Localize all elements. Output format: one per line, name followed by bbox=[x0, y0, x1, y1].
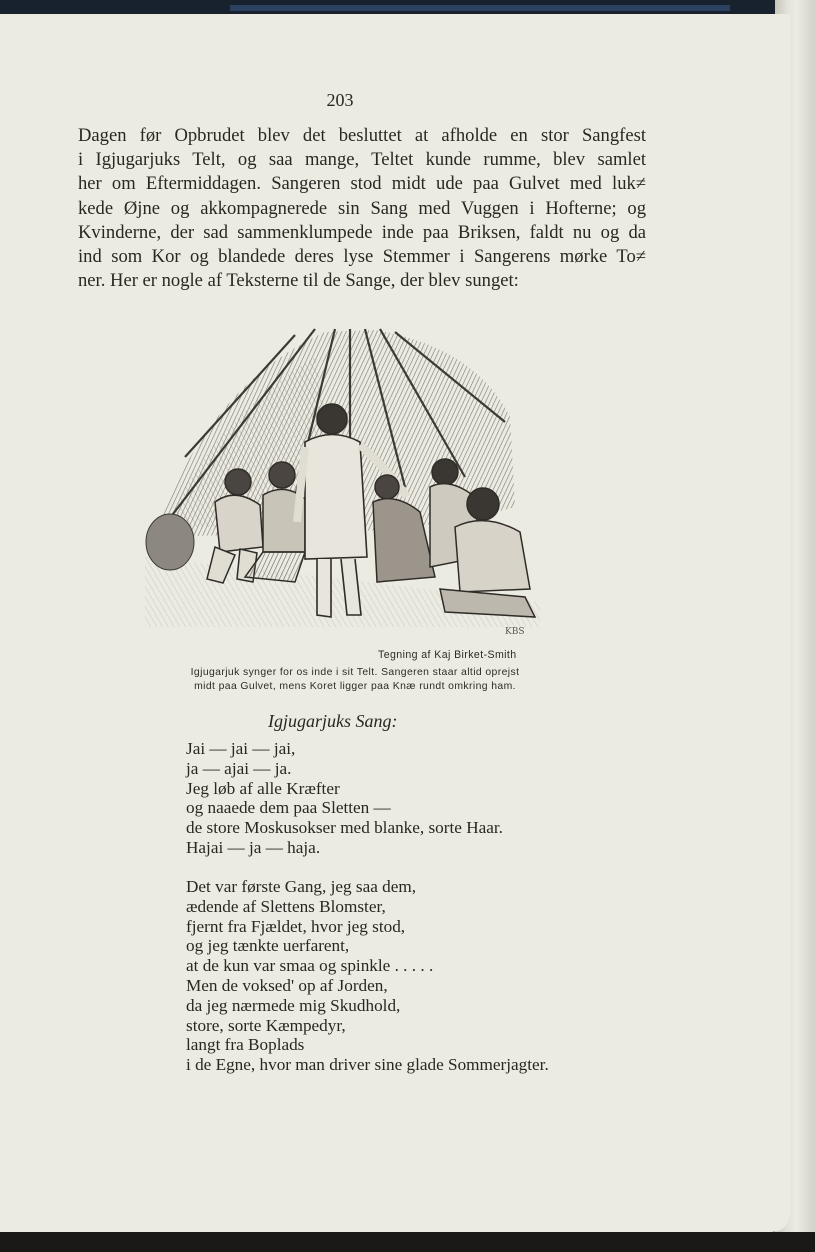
verse-line: store, sorte Kæmpedyr, bbox=[186, 1015, 346, 1035]
illustration-caption bbox=[140, 666, 570, 694]
caption-line: Igjugarjuk synger for os inde i sit Telt. Sangeren staar altid oprejst bbox=[190, 667, 520, 678]
verse-line: ædende af Slettens Blomster, bbox=[186, 896, 386, 916]
intro-line: ner. Her er nogle af Teksterne til de Sange, der blev sunget: bbox=[78, 270, 519, 292]
intro-line: Dagen før Opbrudet blev det besluttet at afholde en stor Sangfest bbox=[78, 125, 646, 146]
artist-signature: KBS bbox=[505, 627, 525, 637]
verse-line: i de Egne, hvor man driver sine glade Sommerjagter. bbox=[186, 1055, 549, 1075]
intro-line: Kvinderne, der sad sammenklumpede inde paa Briksen, faldt nu og da bbox=[78, 221, 646, 243]
tent-drawing bbox=[145, 327, 540, 637]
song-verse-1 bbox=[186, 739, 503, 858]
intro-line: ind som Kor og blandede deres lyse Stemmer i Sangerens mørke To≠ bbox=[78, 246, 646, 268]
intro-line: kede Øjne og akkompagnerede sin Sang med Vuggen i Hofterne; og bbox=[78, 197, 646, 219]
verse-line: de store Moskusokser med blanke, sorte Haar. bbox=[186, 818, 503, 838]
book-edge-bottom bbox=[0, 1232, 815, 1252]
song-verse-2 bbox=[186, 877, 549, 1075]
illustration-credit: Tegning af Kaj Birket-Smith bbox=[378, 649, 517, 661]
verse-line: Men de voksed' op af Jorden, bbox=[186, 975, 388, 995]
caption-line: midt paa Gulvet, mens Koret ligger paa Knæ rundt omkring ham. bbox=[194, 681, 516, 692]
verse-line: at de kun var smaa og spinkle . . . . . bbox=[186, 956, 434, 976]
cover-edge bbox=[230, 5, 730, 11]
intro-paragraph bbox=[78, 124, 646, 293]
verse-line: Hajai — ja — haja. bbox=[186, 837, 321, 857]
verse-line: langt fra Boplads bbox=[186, 1035, 305, 1055]
verse-line: Jeg løb af alle Kræfter bbox=[186, 778, 340, 798]
intro-line: i Igjugarjuks Telt, og saa mange, Teltet kunde rumme, blev samlet bbox=[78, 149, 646, 171]
verse-line: Det var første Gang, jeg saa dem, bbox=[186, 877, 417, 896]
verse-line: Jai — jai — jai, bbox=[186, 739, 296, 758]
verse-line: fjernt fra Fjældet, hvor jeg stod, bbox=[186, 916, 406, 936]
song-title: Igjugarjuks Sang: bbox=[268, 711, 398, 731]
verse-line: og jeg tænkte uerfarent, bbox=[186, 936, 350, 956]
page-number: 203 bbox=[326, 90, 354, 110]
verse-line: da jeg nærmede mig Skudhold, bbox=[186, 995, 401, 1015]
verse-line: ja — ajai — ja. bbox=[186, 758, 292, 778]
intro-line: her om Eftermiddagen. Sangeren stod midt ude paa Gulvet med luk≠ bbox=[78, 173, 646, 195]
verse-line: og naaede dem paa Sletten — bbox=[186, 798, 391, 818]
